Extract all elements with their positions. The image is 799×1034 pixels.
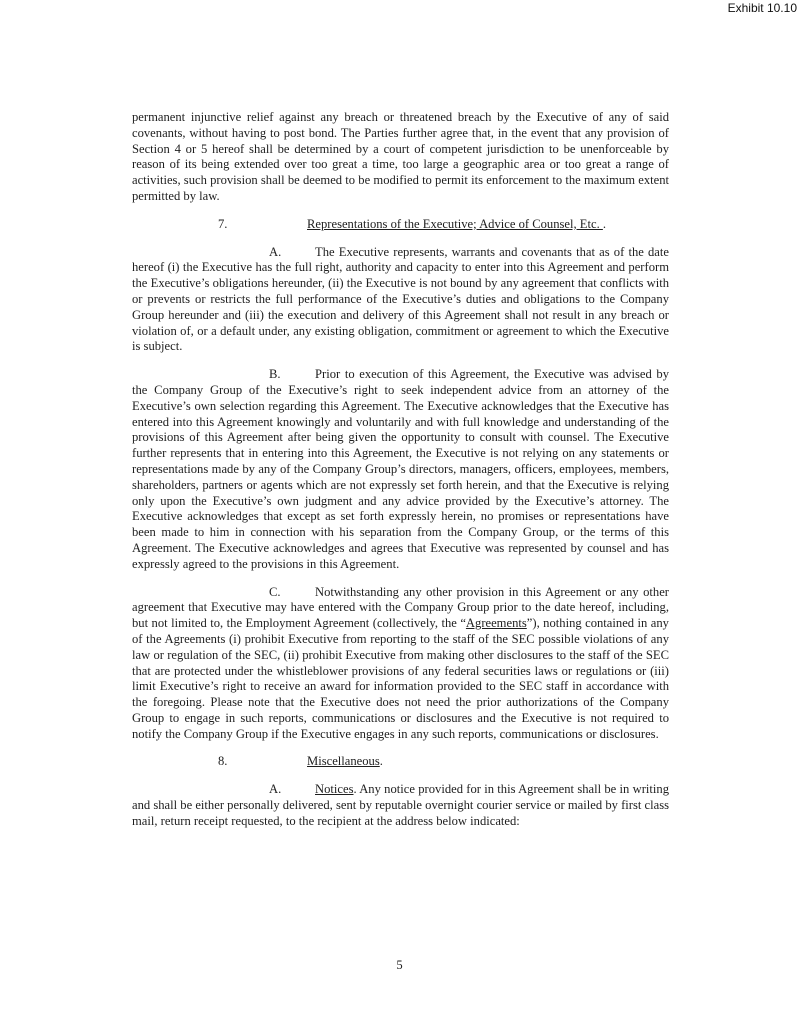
- paragraph-7a-text: The Executive represents, warrants and covenants that as of the date hereof (i) the Executive has the full right, authority and capacity to enter into this Agreement and perform the Executive’s obligations hereunder, (ii) the Executive is not bound by any agreement that conflicts with or prevents or restricts the full performance of the Executive’s duties and obligations to the Company Group hereunder and (iii) the execution and delivery of this Agreement shall not result in any breach or violation of, or a default under, any existing obligation, commitment or agreement to which the Executive is subject.: [132, 244, 669, 354]
- section-8-heading: [132, 754, 669, 770]
- paragraph-8a-label: A.: [269, 782, 282, 797]
- paragraph-8a-title: Notices: [315, 782, 354, 797]
- section-7-title: Representations of the Executive; Advice of Counsel, Etc.: [307, 216, 603, 231]
- paragraph-7b-text: Prior to execution of this Agreement, the Executive was advised by the Company Group of the Executive’s right to seek independent advice from an attorney of the Executive’s own selection regarding this Agreement. The Executive acknowledges that the Executive has entered into this Agreement knowingly and voluntarily and with full knowledge and understanding of the provisions of this Agreement after being given the opportunity to consult with counsel. The Executive further represents that in entering into this Agreement, the Executive is not relying on any statements or representations made by any of the Company Group’s directors, managers, officers, employees, members, shareholders, partners or agents which are not expressly set forth herein, and that the Executive is relying only upon the Executive’s own judgment and any advice provided by the Executive’s attorney. The Executive acknowledges that except as set forth expressly herein, no promises or representations have been made to him in connection with his separation from the Company Group, or the terms of this Agreement. The Executive acknowledges and agrees that Executive was represented by counsel and has expressly agreed to the provisions in this Agreement.: [132, 367, 669, 571]
- paragraph-7c-text-2: ”), nothing contained in any of the Agreements (i) prohibit Executive from reporting to the staff of the SEC possible violations of any law or regulation of the SEC, (ii) prohibit Executive from making other disclosures to the staff of the SEC that are protected under the whistleblower provisions of any federal securities laws or regulations or (iii) limit Executive’s right to receive an award for information provided to the SEC staff in accordance with the foregoing. Please note that the Executive does not need the prior authorizations of the Company Group to engage in such reports, communications or disclosures and the Executive is not required to notify the Company Group if the Executive engages in any such reports, communications or disclosures.: [132, 616, 669, 741]
- paragraph-7b-label: B.: [269, 367, 281, 382]
- paragraph-7c: [132, 585, 669, 743]
- section-8-number: 8.: [218, 754, 228, 769]
- paragraph-7a-label: A.: [269, 244, 282, 259]
- paragraph-7c-label: C.: [269, 584, 281, 599]
- section-8-tail: .: [379, 754, 383, 769]
- paragraph-intro: permanent injunctive relief against any breach or threatened breach by the Executive of any of said covenants, without having to post bond. The Parties further agree that, in the event that any provision of Section 4 or 5 hereof shall be determined by a court of competent jurisdiction to be unenforceable by reason of its being extended over too great a time, too large a geographic area or too great a range of activities, such provision shall be deemed to be modified to permit its enforcement to the maximum extent permitted by law.: [132, 110, 669, 203]
- paragraph-8a-text: . Any notice provided for in this Agreement shall be in writing and shall be either personally delivered, sent by reputable overnight courier service or mailed by first class mail, return receipt requested, to the recipient at the address below indicated:: [132, 782, 669, 828]
- section-7-heading: [132, 217, 669, 233]
- paragraph-8a: [132, 782, 669, 829]
- page-number: 5: [396, 958, 403, 972]
- document-body: [132, 110, 669, 830]
- section-7-number: 7.: [218, 216, 228, 231]
- paragraph-7b: [132, 367, 669, 572]
- paragraph-7a: [132, 245, 669, 356]
- defined-term-agreements: Agreements: [465, 616, 527, 631]
- exhibit-label: Exhibit 10.10: [727, 1, 797, 15]
- section-7-tail: .: [602, 216, 607, 231]
- paragraph-7c-text-1: Notwithstanding any other provision in this Agreement or any other agreement that Executive may have entered with the Company Group prior to the date hereof, including, but not limited to, the Employment Agreement (collectively, the “: [132, 584, 669, 631]
- section-8-title: Miscellaneous: [307, 754, 380, 769]
